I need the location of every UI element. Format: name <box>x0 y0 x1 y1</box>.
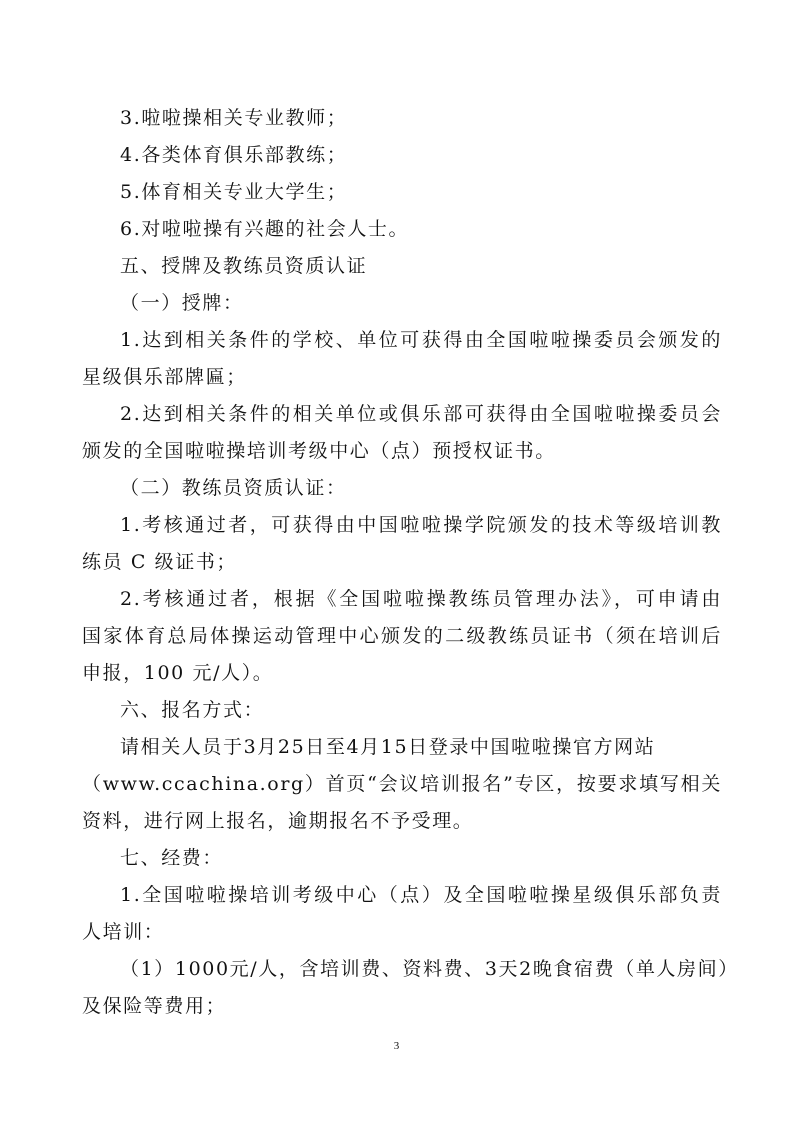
paragraph-plaque-1-line-2: 星级俱乐部牌匾； <box>82 366 247 388</box>
list-item-club-coaches: 4.各类体育俱乐部教练； <box>120 144 348 166</box>
document-body <box>82 100 739 1025</box>
paragraph-plaque-2-line-1: 2.达到相关条件的相关单位或俱乐部可获得由全国啦啦操委员会 <box>120 403 722 425</box>
paragraph-fees-2-line-1: （1）1000元/人，含培训费、资料费、3天2晚食宿费（单人房间） <box>120 958 739 980</box>
paragraph-coach-2-line-1: 2.考核通过者，根据《全国啦啦操教练员管理办法》，可申请由 <box>120 588 722 610</box>
paragraph-coach-1-line-1: 1.考核通过者，可获得由中国啦啦操学院颁发的技术等级培训教 <box>120 514 722 536</box>
paragraph-coach-2-line-2: 国家体育总局体操运动管理中心颁发的二级教练员证书（须在培训后 <box>82 625 722 647</box>
paragraph-fees-1-line-2: 人培训： <box>82 921 165 943</box>
page-number: 3 <box>393 1040 400 1052</box>
paragraph-coach-1-line-2: 练员 C 级证书； <box>82 551 238 573</box>
paragraph-coach-2-line-3: 申报，100 元/人）。 <box>82 662 274 684</box>
paragraph-registration-line-1: 请相关人员于3月25日至4月15日登录中国啦啦操官方网站 <box>120 736 656 758</box>
paragraph-plaque-1-line-1: 1.达到相关条件的学校、单位可获得由全国啦啦操委员会颁发的 <box>120 329 722 351</box>
paragraph-fees-1-line-1: 1.全国啦啦操培训考级中心（点）及全国啦啦操星级俱乐部负责 <box>120 884 722 906</box>
list-item-students: 5.体育相关专业大学生； <box>120 181 348 203</box>
subsection-heading-coach-cert: （二）教练员资质认证： <box>120 477 347 499</box>
section-heading-fees: 七、经费： <box>120 847 224 869</box>
list-item-public: 6.对啦啦操有兴趣的社会人士。 <box>120 218 410 240</box>
section-heading-certification: 五、授牌及教练员资质认证 <box>120 255 368 277</box>
paragraph-registration-line-3: 资料，进行网上报名，逾期报名不予受理。 <box>82 810 474 832</box>
list-item-teachers: 3.啦啦操相关专业教师； <box>120 107 348 129</box>
paragraph-fees-2-line-2: 及保险等费用； <box>82 995 227 1017</box>
subsection-heading-plaque: （一）授牌： <box>120 292 244 314</box>
paragraph-registration-line-2: （www.ccachina.org）首页“会议培训报名”专区，按要求填写相关 <box>82 773 722 795</box>
section-heading-registration: 六、报名方式： <box>120 699 265 721</box>
paragraph-plaque-2-line-2: 颁发的全国啦啦操培训考级中心（点）预授权证书。 <box>82 440 556 462</box>
